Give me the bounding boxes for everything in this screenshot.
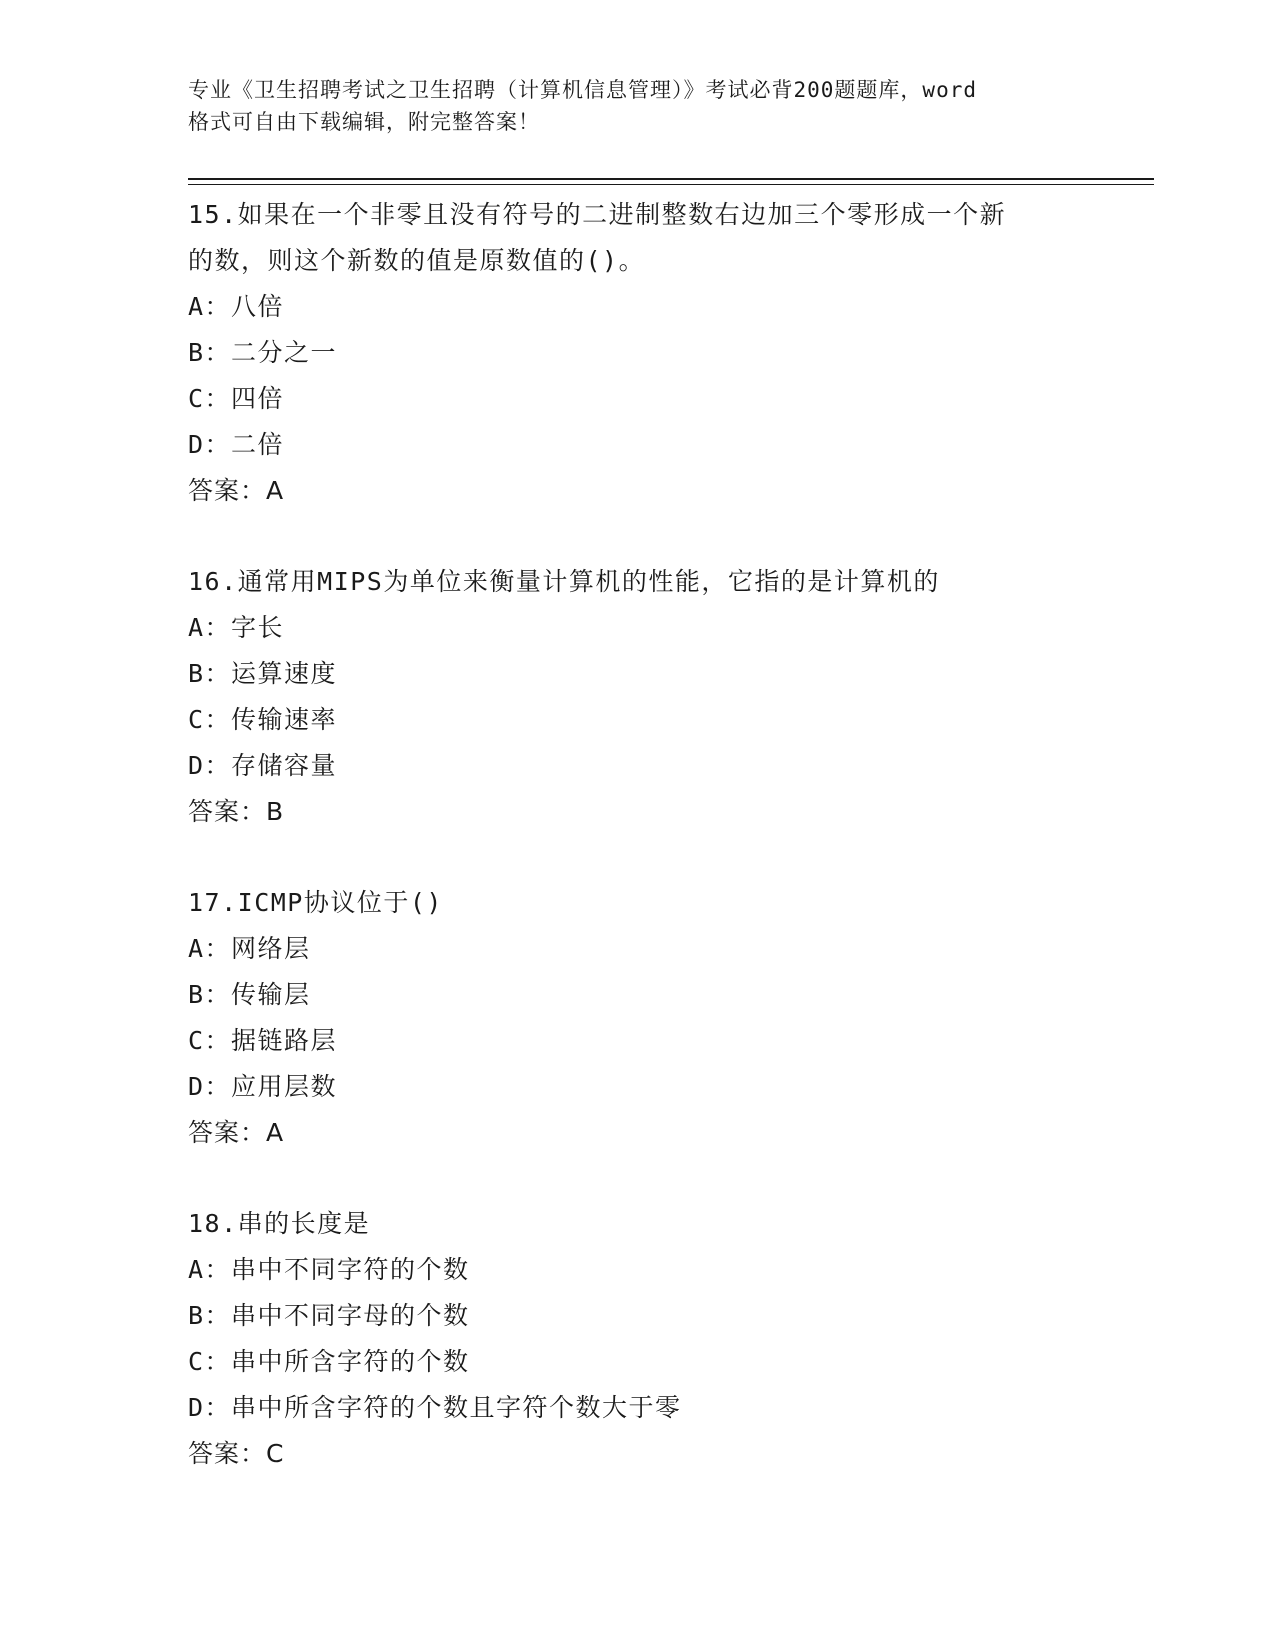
question-17 bbox=[188, 880, 1088, 1156]
option-c: C：传输速率 bbox=[188, 705, 338, 734]
answer-line: 答案：A bbox=[188, 1118, 285, 1147]
header-divider-thick bbox=[188, 178, 1154, 180]
answer-line: 答案：B bbox=[188, 797, 285, 826]
option-c: C：据链路层 bbox=[188, 1026, 338, 1055]
document-header bbox=[188, 74, 1088, 138]
option-b: B：串中不同字母的个数 bbox=[188, 1301, 470, 1330]
option-b: B：传输层 bbox=[188, 980, 311, 1009]
question-text: 17.ICMP协议位于() bbox=[188, 888, 443, 917]
question-16 bbox=[188, 559, 1088, 835]
option-a: A：八倍 bbox=[188, 292, 285, 321]
option-d: D：二倍 bbox=[188, 430, 285, 459]
answer-line: 答案：A bbox=[188, 476, 285, 505]
header-divider-thin bbox=[188, 184, 1154, 185]
question-list bbox=[188, 192, 1088, 1522]
option-b: B：运算速度 bbox=[188, 659, 338, 688]
question-15 bbox=[188, 192, 1088, 514]
option-d: D：串中所含字符的个数且字符个数大于零 bbox=[188, 1393, 682, 1422]
question-18 bbox=[188, 1201, 1088, 1477]
option-d: D：应用层数 bbox=[188, 1072, 338, 1101]
option-a: A：网络层 bbox=[188, 934, 311, 963]
option-d: D：存储容量 bbox=[188, 751, 338, 780]
header-line-1: 专业《卫生招聘考试之卫生招聘（计算机信息管理）》考试必背200题题库，word bbox=[188, 78, 977, 102]
header-line-2: 格式可自由下载编辑，附完整答案！ bbox=[188, 110, 540, 134]
option-b: B：二分之一 bbox=[188, 338, 338, 367]
question-text-continued: 的数，则这个新数的值是原数值的()。 bbox=[188, 246, 646, 275]
question-text: 15.如果在一个非零且没有符号的二进制整数右边加三个零形成一个新 bbox=[188, 200, 1007, 229]
option-c: C：四倍 bbox=[188, 384, 285, 413]
answer-line: 答案：C bbox=[188, 1439, 285, 1468]
question-text: 18.串的长度是 bbox=[188, 1209, 371, 1238]
option-a: A：串中不同字符的个数 bbox=[188, 1255, 470, 1284]
option-a: A：字长 bbox=[188, 613, 285, 642]
option-c: C：串中所含字符的个数 bbox=[188, 1347, 470, 1376]
question-text: 16.通常用MIPS为单位来衡量计算机的性能，它指的是计算机的 bbox=[188, 567, 940, 596]
